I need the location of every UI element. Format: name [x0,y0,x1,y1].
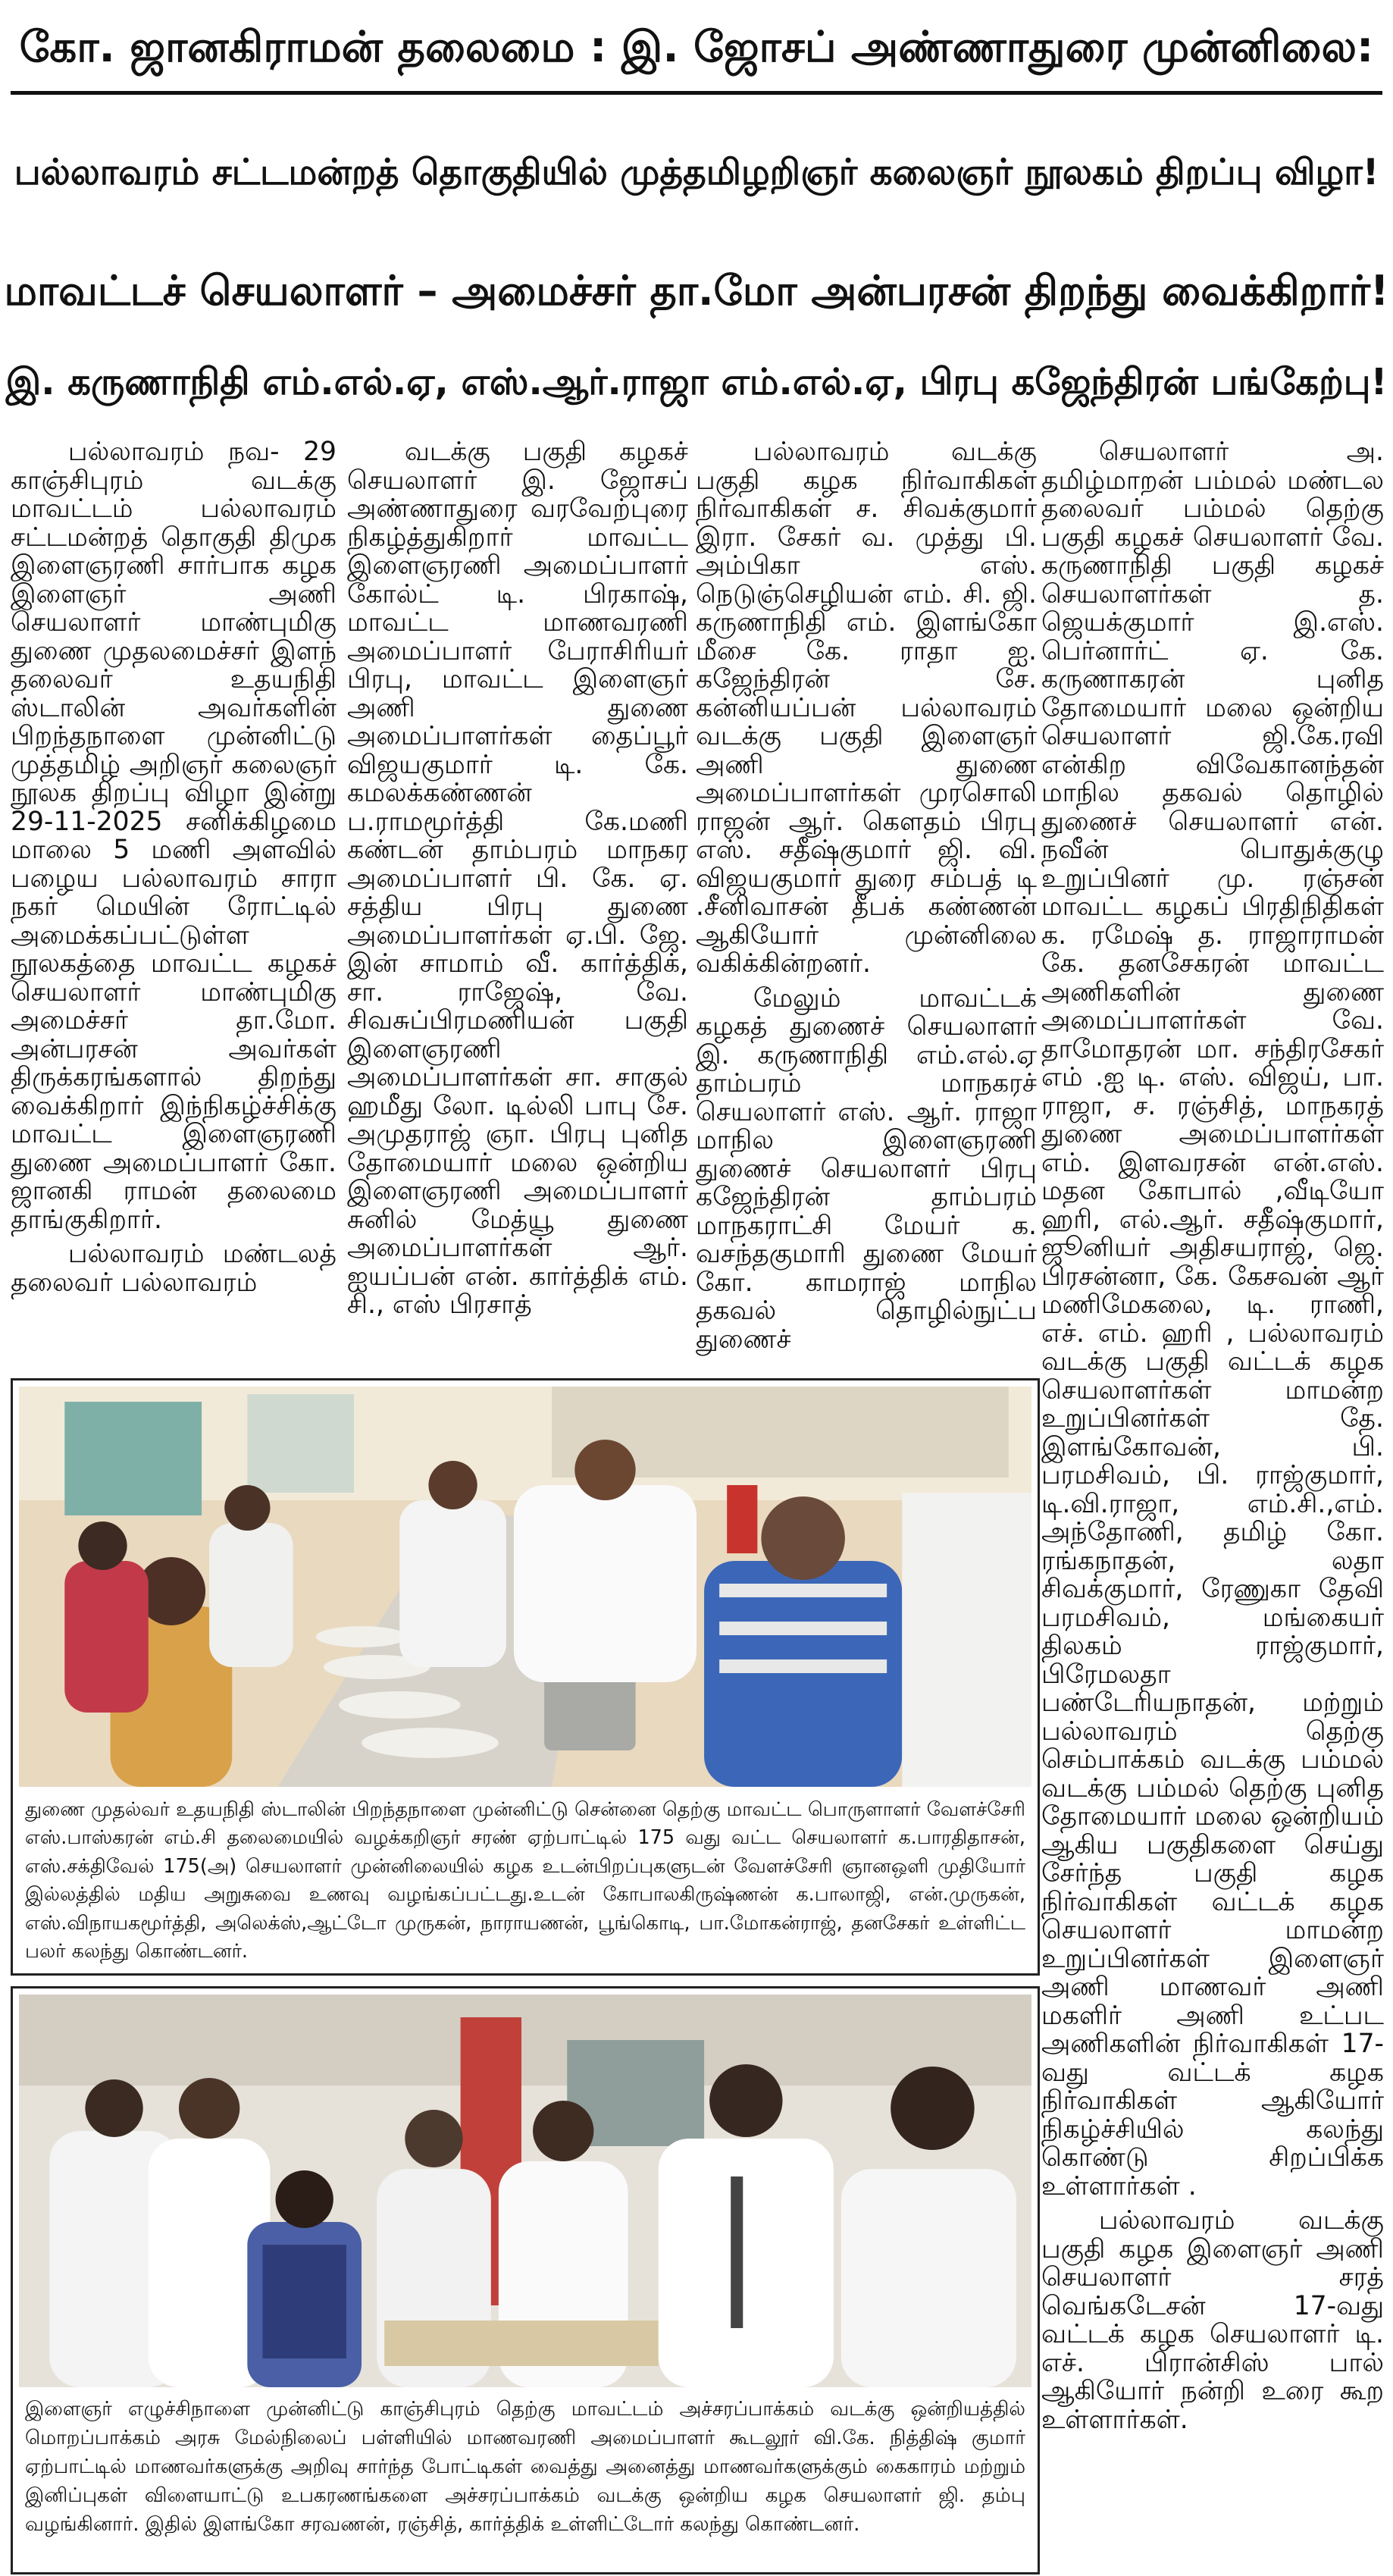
article-column-4 [1041,438,1384,2568]
column4-paragraph-2: பல்லாவரம் வடக்கு பகுதி கழக இளைஞர் அணி செயலாளர் சரத் வெங்கடேசன் 17-வது வட்டக் கழக செயலாளர் டி. எச். பிரான்சிஸ் பால் ஆகியோர் நன்றி உரை கூற உள்ளார்கள். [1041,2205,1384,2435]
column1-paragraph-1: பல்லாவரம் நவ- 29 காஞ்சிபுரம் வடக்கு மாவட்டம் பல்லாவரம் சட்டமன்றத் தொகுதி திமுக இளைஞரணி சார்பாக கழக இளைஞர் அணி செயலாளர் மாண்புமிகு துணை முதலமைச்சர் இளந் தலைவர் உதயநிதி ஸ்டாலின் அவர்களின் பிறந்தநாளை முன்னிட்டு முத்தமிழ் அறிஞர் கலைஞர் நூலக திறப்பு விழா இன்று 29-11-2025 சனிக்கிழமை மாலை 5 மணி அளவில் பழைய பல்லாவரம் சாரா நகர் மெயின் ரோட்டில் அமைக்கப்பட்டுள்ள நூலகத்தை மாவட்ட கழகச் செயலாளர் மாண்புமிகு அமைச்சர் தா.மோ. அன்பரசன் அவர்கள் திருக்கரங்களால் திறந்து வைக்கிறார் இந்நிகழ்ச்சிக்கு மாவட்ட இளைஞரணி துணை அமைப்பாளர் கோ. ஜானகி ராமன் தலைமை தாங்குகிறார். [11,438,337,1235]
column2-paragraph-1: வடக்கு பகுதி கழகச் செயலாளர் இ. ஜோசப் அண்ணாதுரை வரவேற்புரை நிகழ்த்துகிறார் மாவட்ட இளைஞரணி அமைப்பாளர் கோல்ட் டி. பிரகாஷ், மாவட்ட மாணவரணி அமைப்பாளர் பேராசிரியர் பிரபு, மாவட்ட இளைஞர் அணி துணை அமைப்பாளர்கள் தைப்பூர் விஜயகுமார் டி. கே. கமலக்கண்ணன் ப.ராமமூர்த்தி கே.மணி கண்டன் தாம்பரம் மாநகர அமைப்பாளர் பி. கே. ஏ. சத்திய பிரபு துணை அமைப்பாளர்கள் ஏ.பி. ஜே. இன் சாமாம் வீ. கார்த்திக், சா. ராஜேஷ், வே. சிவசுப்பிரமணியன் பகுதி இளைஞரணி அமைப்பாளர்கள் சா. சாகுல் ஹமீது லோ. டில்லி பாபு சே. அமுதராஜ் ஞா. பிரபு புனித தோமையார் மலை ஒன்றிய இளைஞரணி அமைப்பாளர் சுனில் மேத்யூ துணை அமைப்பாளர்கள் ஆர். ஐயப்பன் என். கார்த்திக் எம். சி., எஸ் பிரசாத் [347,438,688,1320]
subheadline-2: இ. கருணாநிதி எம்.எல்.ஏ, எஸ்.ஆர்.ராஜா எம்.எல்.ஏ, பிரபு கஜேந்திரன் பங்கேற்பு! [5,361,1388,403]
photo-1-caption: துணை முதல்வர் உதயநிதி ஸ்டாலின் பிறந்தநாளை முன்னிட்டு சென்னை தெற்கு மாவட்ட பொருளாளர் வேளச்சேரி எஸ்.பாஸ்கரன் எம்.சி தலைமையில் வழக்கறிஞர் சரண் ஏற்பாட்டில் 175 வது வட்ட செயலாளர் க.பாரதிதாசன், எஸ்.சக்திவேல் 175(அ) செயலாளர் முன்னிலையில் கழக உடன்பிறப்புகளுடன் வேளச்சேரி ஞானஒளி முதியோர் இல்லத்தில் மதிய அறுசுவை உணவு வழங்கப்பட்டது.உடன் கோபாலகிருஷ்ணன் க.பாலாஜி, என்.முருகன், எஸ்.விநாயகமூர்த்தி, அலெக்ஸ்,ஆட்டோ முருகன், நாராயணன், பூங்கொடி, பா.மோகன்ராஜ், தனசேகர் உள்ளிட்ட பலர் கலந்து கொண்டனர். [25,1798,1025,1963]
headline-divider [11,91,1382,95]
photo-1-illustration [19,1387,1031,1787]
photo-1-food-distribution [19,1387,1031,1787]
column3-paragraph-1: பல்லாவரம் வடக்கு பகுதி கழக நிர்வாகிகள் நிர்வாகிகள் ச. சிவக்குமார் இரா. சேகர் வ. முத்து பி. அம்பிகா எஸ். நெடுஞ்செழியன் எம். சி. ஜி. கருணாநிதி எம். இளங்கோ மீசை கே. ராதா ஐ. கஜேந்திரன் சே. கன்னியப்பன் பல்லாவரம் வடக்கு பகுதி இளைஞர் அணி துணை அமைப்பாளர்கள் முரசொலி ராஜன் ஆர். கௌதம் பிரபு எஸ். சதீஷ்குமார் ஜி. வி. விஜயகுமார் துரை சம்பத் டி .சீனிவாசன் தீபக் கண்ணன் ஆகியோர் முன்னிலை வகிக்கின்றனர். [696,438,1037,979]
kicker-headline: கோ. ஜானகிராமன் தலைமை : இ. ஜோசப் அண்ணாதுரை முன்னிலை: [19,23,1374,72]
article-column-3 [696,438,1037,1372]
photo-box-1 [11,1378,1040,1976]
column1-paragraph-2: பல்லாவரம் மண்டலத் தலைவர் பல்லாவரம் [11,1239,337,1298]
column3-paragraph-2: மேலும் மாவட்டக் கழகத் துணைச் செயலாளர் இ. கருணாநிதி எம்.எல்.ஏ தாம்பரம் மாநகரச் செயலாளர் எஸ். ஆர். ராஜா மாநில இளைஞரணி துணைச் செயலாளர் பிரபு கஜேந்திரன் தாம்பரம் மாநகராட்சி மேயர் க. வசந்தகுமாரி துணை மேயர் கோ. காமராஜ் மாநில தகவல் தொழில்நுட்ப துணைச் [696,982,1037,1355]
column4-paragraph-1: செயலாளர் அ. தமிழ்மாறன் பம்மல் மண்டல தலைவர் பம்மல் தெற்கு பகுதி கழகச் செயலாளர் வே. கருணாநிதி பகுதி கழகச் செயலாளர்கள் த. ஜெயக்குமார் இ.எஸ். பெர்னார்ட் ஏ. கே. கருணாகரன் புனித தோமையார் மலை ஒன்றிய செயலாளர் ஜி.கே.ரவி என்கிற விவேகானந்தன் மாநில தகவல் தொழில் துணைச் செயலாளர் என். நவீன் பொதுக்குழு உறுப்பினர் மு. ரஞ்சன் மாவட்ட கழகப் பிரதிநிதிகள் க. ரமேஷ் த. ராஜாராமன் கே. தனசேகரன் மாவட்ட அணிகளின் துணை அமைப்பாளர்கள் வே. தாமோதரன் மா. சந்திரசேகர் எம் .ஐ டி. எஸ். விஜய், பா. ராஜா, ச. ரஞ்சித், மாநகரத் துணை அமைப்பாளர்கள் எம். இளவரசன் என்.எஸ். மதன கோபால் ,வீடியோ ஹரி, எல்.ஆர். சதீஷ்குமார், ஜூனியர் அதிசயராஜ், ஜெ. பிரசன்னா, கே. கேசவன் ஆர் மணிமேகலை, டி. ராணி, எச். எம். ஹரி , பல்லாவரம் வடக்கு பகுதி வட்டக் கழக செயலாளர்கள் மாமன்ற உறுப்பினர்கள் தே. இளங்கோவன், பி. பரமசிவம், பி. ராஜ்குமார், டி.வி.ராஜா, எம்.சி.,எம். அந்தோணி, தமிழ் கோ. ரங்கநாதன், லதா சிவக்குமார், ரேணுகா தேவி பரமசிவம், மங்கையர் திலகம் ராஜ்குமார், பிரேமலதா பண்டேரியநாதன், மற்றும் பல்லாவரம் தெற்கு செம்பாக்கம் வடக்கு பம்மல் வடக்கு பம்மல் தெற்கு புனித தோமையார் மலை ஒன்றியம் ஆகிய பகுதிகளை செய்து சேர்ந்த பகுதி கழக நிர்வாகிகள் வட்டக் கழக செயலாளர் மாமன்ற உறுப்பினர்கள் இளைஞர் அணி மாணவர் அணி மகளிர் அணி உட்பட அணிகளின் நிர்வாகிகள் 17-வது வட்டக் கழக நிர்வாகிகள் ஆகியோர் நிகழ்ச்சியில் கலந்து கொண்டு சிறப்பிக்க உள்ளார்கள் . [1041,438,1384,2202]
photo-box-2 [11,1986,1040,2574]
photo-2-illustration [19,1995,1031,2387]
subheadline-1: மாவட்டச் செயலாளர் – அமைச்சர் தா.மோ அன்பரசன் திறந்து வைக்கிறார்! [4,267,1389,315]
main-headline: பல்லாவரம் சட்டமன்றத் தொகுதியில் முத்தமிழறிஞர் கலைஞர் நூலகம் திறப்பு விழா! [14,152,1379,193]
article-column-2 [347,438,688,1372]
photo-2-caption: இளைஞர் எழுச்சிநாளை முன்னிட்டு காஞ்சிபுரம் தெற்கு மாவட்டம் அச்சரப்பாக்கம் வடக்கு ஒன்றியத்தில் மொறப்பாக்கம் அரசு மேல்நிலைப் பள்ளியில் மாணவரணி அமைப்பாளர் கூடலூர் வி.கே. நித்திஷ் குமார் ஏற்பாட்டில் மாணவர்களுக்கு அறிவு சார்ந்த போட்டிகள் வைத்து அனைத்து மாணவர்களுக்கும் கைகாரம் மற்றும் இனிப்புகள் விளையாட்டு உபகரணங்களை அச்சரப்பாக்கம் வடக்கு ஒன்றிய கழக செயலாளர் ஜி. தம்பு வழங்கினார். இதில் இளங்கோ சரவணன், ரஞ்சித், கார்த்திக் உள்ளிட்டோர் கலந்து கொண்டனர். [25,2398,1025,2536]
photo-2-school-event [19,1995,1031,2387]
article-column-1 [11,438,337,1372]
